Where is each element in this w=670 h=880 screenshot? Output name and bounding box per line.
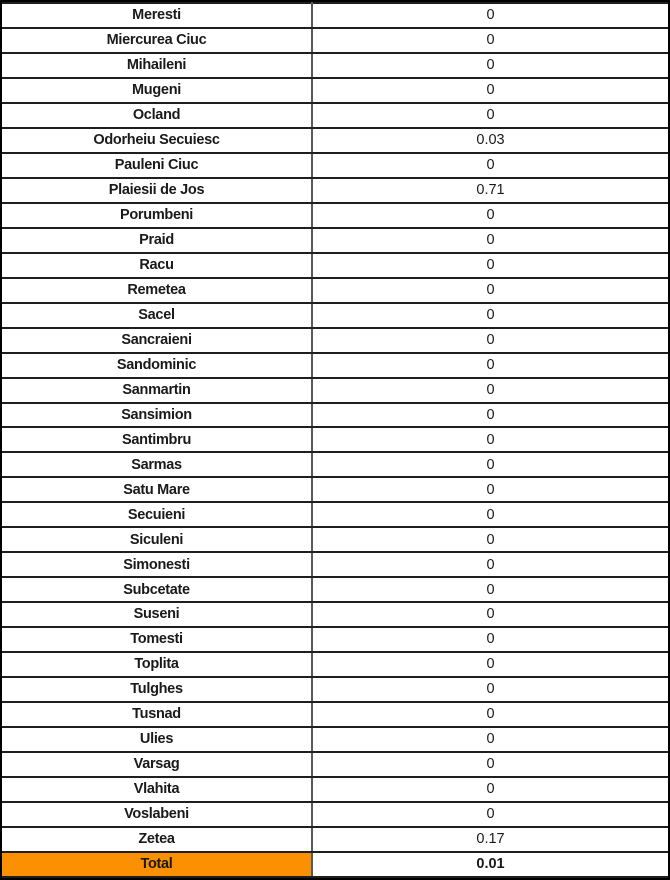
value-cell: 0 [312, 78, 668, 103]
total-value-cell: 0.01 [312, 852, 668, 877]
municipality-cell: Remetea [2, 278, 312, 303]
value-cell: 0 [312, 353, 668, 378]
municipality-cell: Tomesti [2, 627, 312, 652]
municipality-cell: Suseni [2, 602, 312, 627]
table-row [2, 403, 668, 428]
table-row [2, 78, 668, 103]
value-cell: 0 [312, 203, 668, 228]
value-cell: 0 [312, 153, 668, 178]
value-cell: 0.71 [312, 178, 668, 203]
table-row [2, 802, 668, 827]
municipality-cell: Sancraieni [2, 328, 312, 353]
municipality-cell: Secuieni [2, 502, 312, 527]
municipality-cell: Tulghes [2, 677, 312, 702]
municipality-cell: Toplita [2, 652, 312, 677]
table-row [2, 128, 668, 153]
total-row [2, 852, 668, 877]
data-table [2, 2, 668, 878]
table-row [2, 278, 668, 303]
table-row [2, 427, 668, 452]
value-cell: 0 [312, 652, 668, 677]
table-row [2, 602, 668, 627]
table-row [2, 702, 668, 727]
table-row [2, 452, 668, 477]
municipality-cell: Racu [2, 253, 312, 278]
table-row [2, 652, 668, 677]
table-row [2, 627, 668, 652]
value-cell: 0 [312, 28, 668, 53]
municipality-cell: Zetea [2, 827, 312, 852]
table-row [2, 752, 668, 777]
municipality-cell: Ulies [2, 727, 312, 752]
municipality-cell: Santimbru [2, 427, 312, 452]
table-row [2, 677, 668, 702]
value-cell: 0 [312, 502, 668, 527]
value-cell: 0 [312, 727, 668, 752]
municipality-cell: Vlahita [2, 777, 312, 802]
value-cell: 0 [312, 752, 668, 777]
municipality-cell: Meresti [2, 3, 312, 28]
value-cell: 0 [312, 103, 668, 128]
value-cell: 0 [312, 677, 668, 702]
value-cell: 0 [312, 53, 668, 78]
table-row [2, 253, 668, 278]
municipality-cell: Tusnad [2, 702, 312, 727]
value-cell: 0 [312, 378, 668, 403]
municipality-cell: Satu Mare [2, 477, 312, 502]
table-row [2, 378, 668, 403]
value-cell: 0 [312, 303, 668, 328]
municipality-cell: Sacel [2, 303, 312, 328]
municipality-cell: Sandominic [2, 353, 312, 378]
total-label-cell: Total [2, 852, 312, 877]
table-row [2, 827, 668, 852]
table-row [2, 527, 668, 552]
municipality-cell: Ocland [2, 103, 312, 128]
value-cell: 0 [312, 602, 668, 627]
value-cell: 0 [312, 477, 668, 502]
municipality-cell: Sansimion [2, 403, 312, 428]
value-cell: 0 [312, 253, 668, 278]
municipality-cell: Miercurea Ciuc [2, 28, 312, 53]
value-cell: 0 [312, 802, 668, 827]
municipality-cell: Varsag [2, 752, 312, 777]
value-cell: 0 [312, 777, 668, 802]
municipality-cell: Siculeni [2, 527, 312, 552]
municipality-cell: Subcetate [2, 577, 312, 602]
table-row [2, 3, 668, 28]
municipality-cell: Simonesti [2, 552, 312, 577]
value-cell: 0 [312, 452, 668, 477]
value-cell: 0.03 [312, 128, 668, 153]
table-row [2, 53, 668, 78]
municipality-cell: Mugeni [2, 78, 312, 103]
municipality-cell: Sarmas [2, 452, 312, 477]
value-cell: 0 [312, 228, 668, 253]
table-row [2, 502, 668, 527]
municipality-cell: Praid [2, 228, 312, 253]
municipality-cell: Mihaileni [2, 53, 312, 78]
municipality-cell: Porumbeni [2, 203, 312, 228]
value-cell: 0 [312, 403, 668, 428]
table-row [2, 153, 668, 178]
table-row [2, 477, 668, 502]
municipality-cell: Sanmartin [2, 378, 312, 403]
table-row [2, 303, 668, 328]
table-row [2, 28, 668, 53]
value-cell: 0.17 [312, 827, 668, 852]
table-row [2, 777, 668, 802]
value-cell: 0 [312, 552, 668, 577]
municipality-cell: Voslabeni [2, 802, 312, 827]
municipality-cell: Odorheiu Secuiesc [2, 128, 312, 153]
table-row [2, 577, 668, 602]
table-row [2, 328, 668, 353]
table-row [2, 228, 668, 253]
value-cell: 0 [312, 278, 668, 303]
municipality-cell: Plaiesii de Jos [2, 178, 312, 203]
value-cell: 0 [312, 577, 668, 602]
table-row [2, 178, 668, 203]
value-cell: 0 [312, 328, 668, 353]
value-cell: 0 [312, 527, 668, 552]
municipality-cell: Pauleni Ciuc [2, 153, 312, 178]
table-row [2, 203, 668, 228]
table-row [2, 727, 668, 752]
table-body [2, 3, 668, 877]
value-cell: 0 [312, 3, 668, 28]
value-cell: 0 [312, 427, 668, 452]
value-cell: 0 [312, 702, 668, 727]
table-row [2, 353, 668, 378]
table-row [2, 103, 668, 128]
value-cell: 0 [312, 627, 668, 652]
table-row [2, 552, 668, 577]
